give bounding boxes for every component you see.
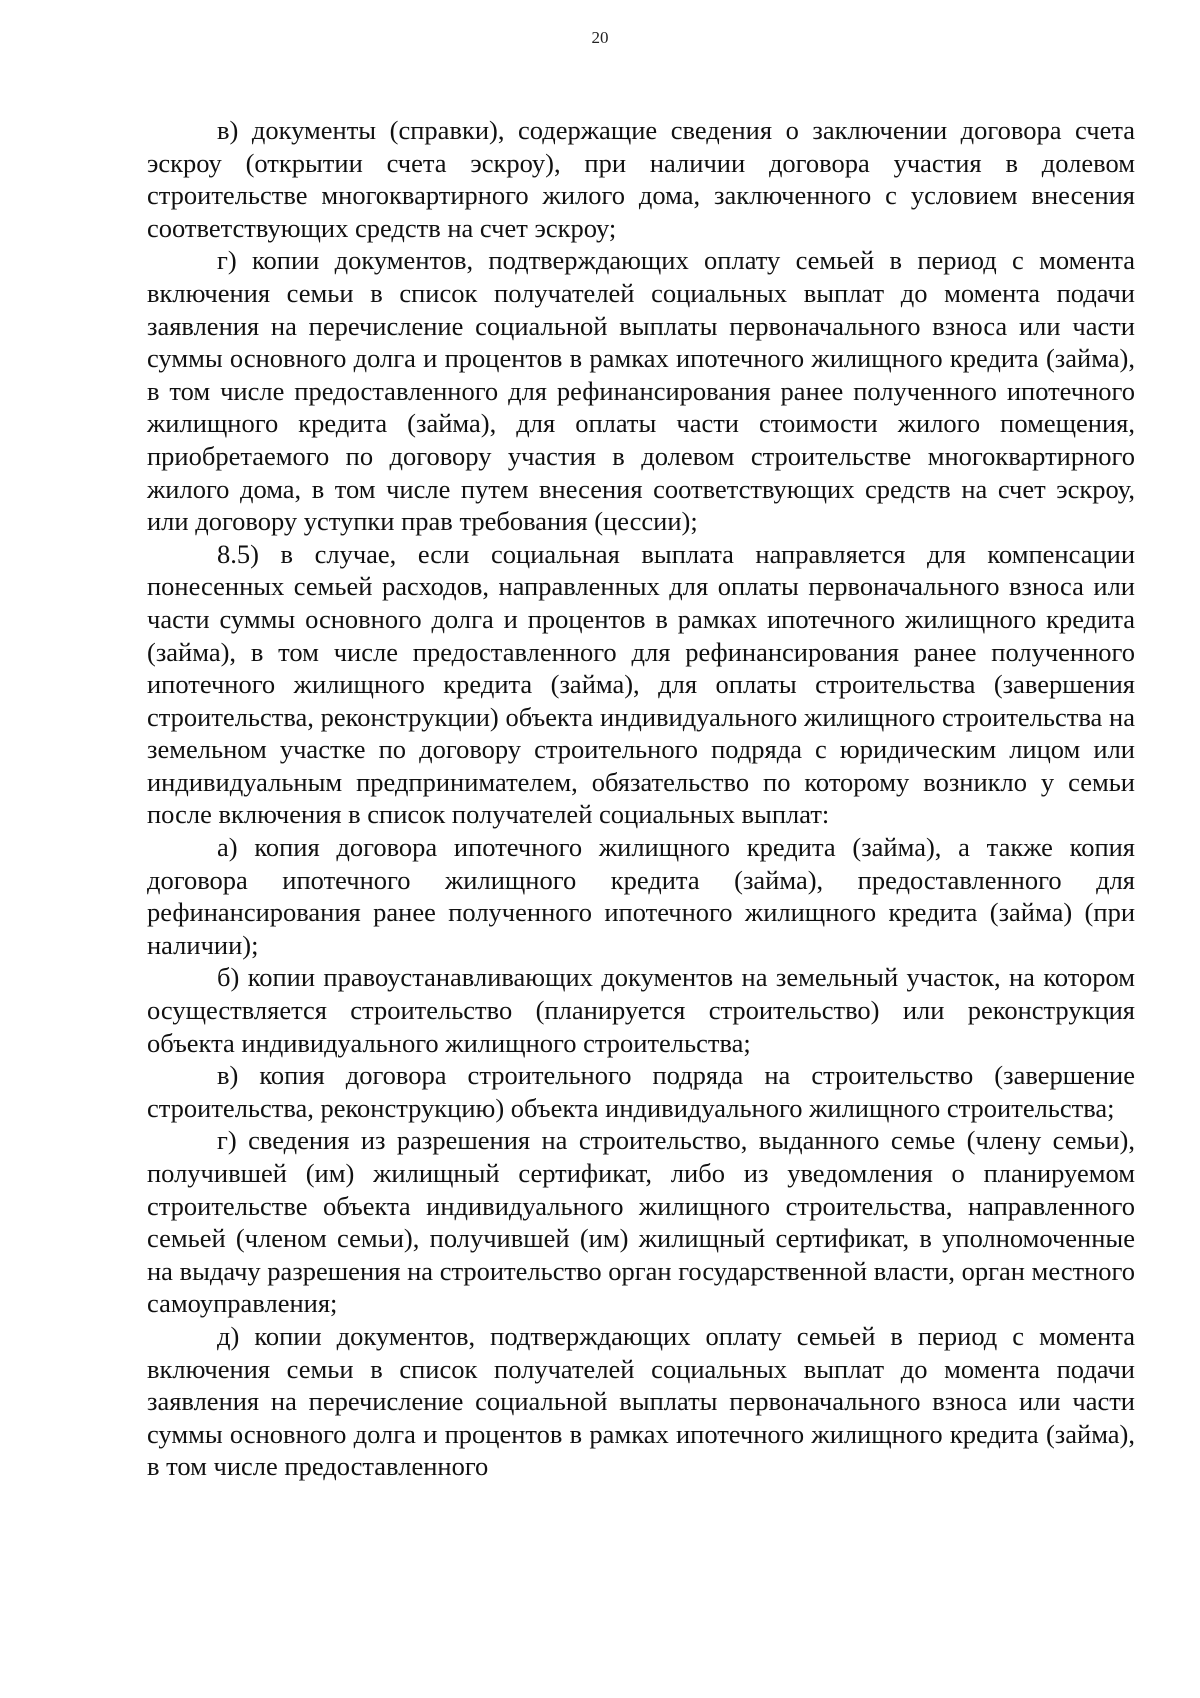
paragraph-a-mortgage-copy: а) копия договора ипотечного жилищного кредита (займа), а также копия договора ипотечного жилищного кредита (займа), предоставленного для рефинансирования ранее полученного ипотечного жилищного кредита (займа) (при наличии); bbox=[147, 832, 1135, 960]
paragraph-v-escrow-documents: в) документы (справки), содержащие сведения о заключении договора счета эскроу (открытии счета эскроу), при наличии договора участия в долевом строительстве многоквартирного жилого дома, заключенного с условием внесения соответствующих средств на счет эскроу; bbox=[147, 115, 1135, 243]
paragraph-g-payment-documents: г) копии документов, подтверждающих оплату семьей в период с момента включения семьи в список получателей социальных выплат до момента подачи заявления на перечисление социальной выплаты первоначального взноса или части суммы основного долга и процентов в рамках ипотечного жилищного кредита (займа), в том числе предоставленного для рефинансирования ранее полученного ипотечного жилищного кредита (займа), для оплаты части стоимости жилого помещения, приобретаемого по договору участия в долевом строительстве многоквартирного жилого дома, в том числе путем внесения соответствующих средств на счет эскроу, или договору уступки прав требования (цессии); bbox=[147, 245, 1135, 537]
paragraph-b-land-documents: б) копии правоустанавливающих документов на земельный участок, на котором осуществляется строительство (планируется строительство) или реконструкция объекта индивидуального жилищного строительства; bbox=[147, 962, 1135, 1058]
paragraph-g-building-permit: г) сведения из разрешения на строительство, выданного семье (члену семьи), получившей (им) жилищный сертификат, либо из уведомления о планируемом строительстве объекта индивидуального жилищного строительства, направленного семьей (членом семьи), получившей (им) жилищный сертификат, в уполномоченные на выдачу разрешения на строительство орган государственной власти, орган местного самоуправления; bbox=[147, 1125, 1135, 1319]
document-body bbox=[147, 114, 1135, 1483]
paragraph-8-5-compensation: 8.5) в случае, если социальная выплата направляется для компенсации понесенных семьей расходов, направленных для оплаты первоначального взноса или части суммы основного долга и процентов в рамках ипотечного жилищного кредита (займа), в том числе предоставленного для рефинансирования ранее полученного ипотечного жилищного кредита (займа), для оплаты строительства (завершения строительства, реконструкции) объекта индивидуального жилищного строительства на земельном участке по договору строительного подряда с юридическим лицом или индивидуальным предпринимателем, обязательство по которому возникло у семьи после включения в список получателей социальных выплат: bbox=[147, 538, 1135, 830]
paragraph-d-payment-documents: д) копии документов, подтверждающих оплату семьей в период с момента включения семьи в список получателей социальных выплат до момента подачи заявления на перечисление социальной выплаты первоначального взноса или части суммы основного долга и процентов в рамках ипотечного жилищного кредита (займа), в том числе предоставленного bbox=[147, 1320, 1135, 1482]
paragraph-v-construction-contract: в) копия договора строительного подряда на строительство (завершение строительства, реконструкцию) объекта индивидуального жилищного строительства; bbox=[147, 1060, 1135, 1123]
page-number: 20 bbox=[591, 28, 609, 47]
